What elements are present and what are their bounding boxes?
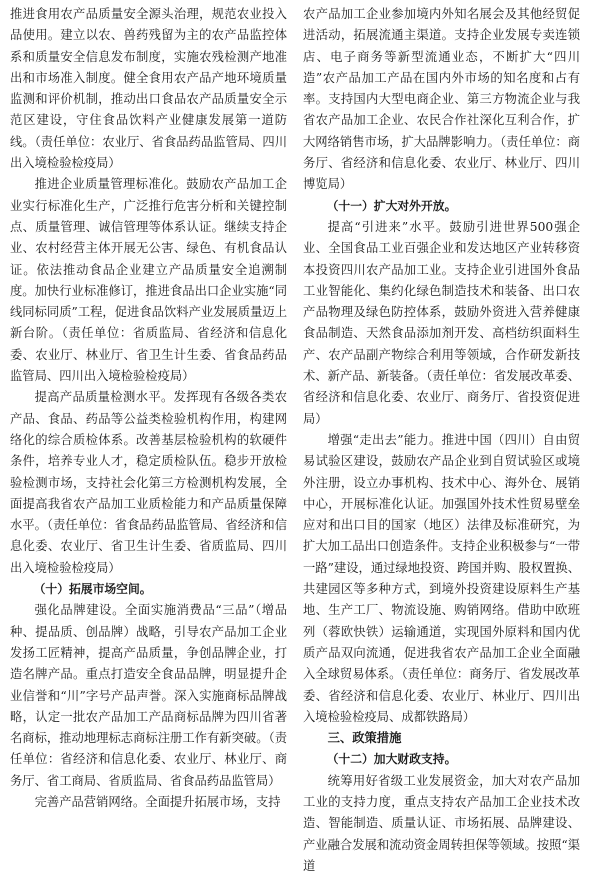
continued-paragraph: 推进食用农产品质量安全源头治理，规范农业投入品使用。建立以农、兽药残留为主的农产品监控体系和质量安全信息发布制度，实施农残检测产地准出和市场准入制度。健全食用农产品产地环境质量监测和评价机制，推动出口食品农产品质量安全示范区建设，守住食品饮料产业健康发展第一道防线。（责任单位：农业厅、省食品药品监管局、四川出入境检验检疫局）	[10, 7, 287, 171]
section-subheading: （十）拓展市场空间。	[33, 582, 152, 597]
body-paragraph: 统筹用好省级工业发展资金，加大对农产品加工业的支持力度，重点支持农产品加工企业技术改造、智能制造、质量认证、市场拓展、品牌建设、产业融合发展和流动资金周转担保等领域。按照“渠道	[303, 773, 580, 873]
body-paragraph: 增强“走出去”能力。推进中国（四川）自由贸易试验区建设，鼓励农产品企业到自贸试验区或境外注册，设立办事机构、技术中心、海外仓、展销中心，开展标准化认证。加强国外技术性贸易壁垒应对和出口目的国家（地区）法律及标准研究，为扩大加工品出口创造条件。支持企业积极参与“一带一路”建设，通过绿地投资、跨国并购、股权置换、共建园区等多种方式，到境外投资建设原料生产基地、生产工厂、物流设施、购销网络。借助中欧班列（蓉欧快铁）运输通道，实现国外原料和国内优质产品双向流通，促进我省农产品加工企业全面融入全球贸易体系。（责任单位：商务厅、省发展改革委、省经济和信息化委、农业厅、林业厅、四川出入境检验检疫局、成都铁路局）	[303, 432, 580, 724]
left-column	[10, 4, 287, 809]
body-paragraph: 推进企业质量管理标准化。鼓励农产品加工企业实行标准化生产，广泛推行危害分析和关键控制点、质量管理、诚信管理等体系认证。继续支持企业、农村经营主体开展无公害、绿色、有机食品认证。依法推动食品企业建立产品质量安全追溯制度。加快行业标准修订，推进食品出口企业实施“同线同标同质”工程，促进食品饮料产业发展质量迈上新台阶。（责任单位：省质监局、省经济和信息化委、农业厅、林业厅、省卫生计生委、省食品药品监管局、四川出入境检验检疫局）	[10, 177, 287, 384]
section-subheading: （十一）扩大对外开放。	[326, 198, 457, 213]
body-paragraph: 提高产品质量检测水平。发挥现有各级各类农产品、食品、药品等公益类检验机构作用，构建网络化的综合质检体系。改善基层检验机构的软硬件条件，培养专业人才，稳定质检队伍。稳步开放检验检测市场，支持社会化第三方检测机构发展，全面提高我省农产品加工业质检能力和产品质量保障水平。（责任单位：省食品药品监管局、省经济和信息化委、农业厅、省卫生计生委、省质监局、四川出入境检验检疫局）	[10, 390, 287, 575]
continued-paragraph: 农产品加工企业参加境内外知名展会及其他经贸促进活动，拓展流通主渠道。支持企业发展专卖连锁店、电子商务等新型流通业态，不断扩大“四川造”农产品加工产品在国内外市场的知名度和占有率。支持国内大型电商企业、第三方物流企业与我省农产品加工企业、农民合作社深化互利合作，扩大网络销售市场，扩大品牌影响力。（责任单位：商务厅、省经济和信息化委、农业厅、林业厅、四川博览局）	[303, 7, 580, 192]
right-column	[303, 4, 580, 873]
body-paragraph: 提高“引进来”水平。鼓励引进世界500强企业、全国食品工业百强企业和发达地区产业转移资本投资四川农产品加工业。支持企业引进国外食品工业智能化、集约化绿色制造技术和装备、出口农产品物理及绿色防控体系，鼓励外资进入营养健康食品制造、天然食品添加剂开发、高档纺织面料生产、农产品副产物综合利用等领域，合作研发新技术、新产品、新装备。（责任单位：省发展改革委、省经济和信息化委、农业厅、商务厅、省投资促进局）	[303, 219, 580, 426]
body-paragraph: 强化品牌建设。全面实施消费品“三品”（增品种、提品质、创品牌）战略，引导农产品加工企业发扬工匠精神，提高产品质量，争创品牌企业，打造名牌产品。重点打造安全食品品牌，明显提升企业信誉和“川”字号产品声誉。深入实施商标品牌战略，认定一批农产品加工产品商标品牌为四川省著名商标，推动地理标志商标注册工作有新突破。（责任单位：省经济和信息化委、农业厅、林业厅、商务厅、省工商局、省质监局、省食品药品监管局）	[10, 603, 287, 788]
section-heading: 三、政策措施	[327, 731, 402, 746]
body-paragraph: 完善产品营销网络。全面提升拓展市场，支持	[34, 794, 281, 809]
section-subheading: （十二）加大财政支持。	[326, 752, 457, 767]
